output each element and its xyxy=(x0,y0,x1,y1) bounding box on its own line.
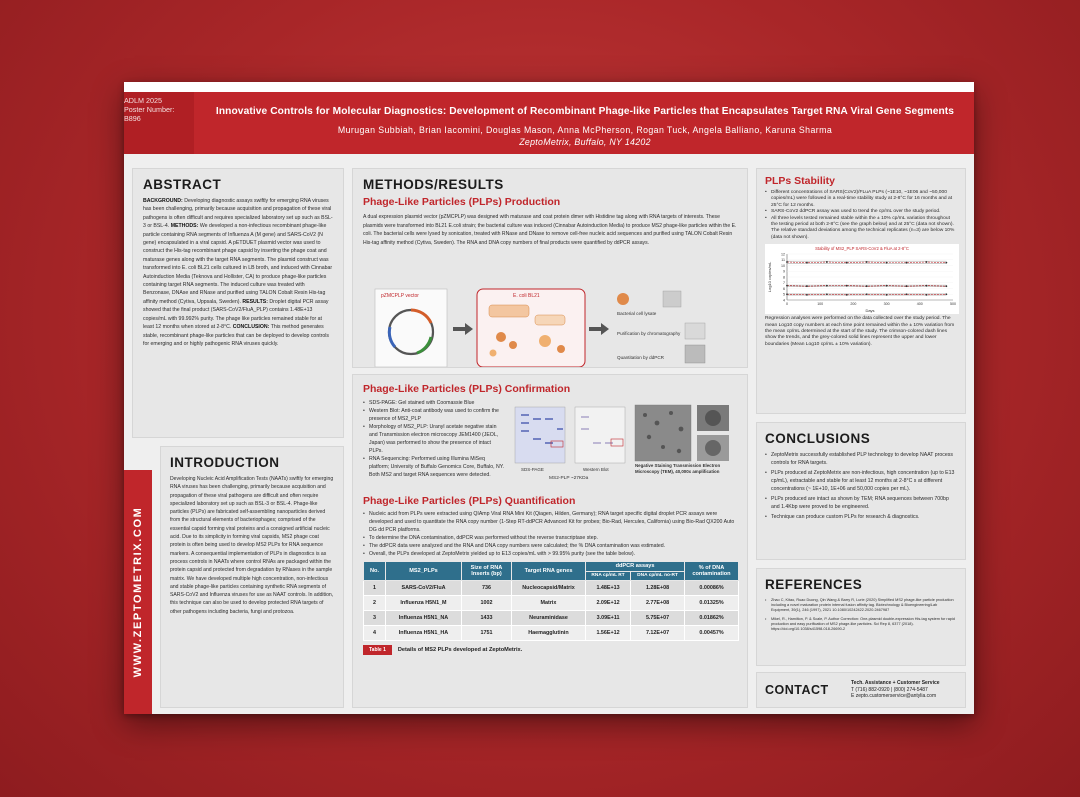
poster-number: B896 xyxy=(124,114,141,123)
stability-bullet: • All three levels tested remained stable within the ± 10% cp/mL variation throughout the testing period at both 2-8°C (see the graph below) and at 25°C (data not shown). The relative standard deviations among the technical replicates (n=3) are below 10% (data not shown). xyxy=(765,216,957,242)
series-point xyxy=(906,294,908,296)
table-cell: 5.75E+07 xyxy=(631,611,685,626)
series-point xyxy=(945,286,947,288)
poster-title: Innovative Controls for Molecular Diagnostics: Development of Recombinant Phage-like Particles that Encapsulates Target RNA Viral Gene Segments xyxy=(215,106,955,117)
abstract-text xyxy=(143,197,333,348)
table-cell: 1.28E+08 xyxy=(631,581,685,596)
chart-title: Stability of MS2_PLP SARS-CoV2 & FluA at 2-8°C xyxy=(815,246,909,252)
poster xyxy=(124,82,974,714)
series-point xyxy=(786,294,788,296)
introduction-panel xyxy=(160,446,344,708)
conclusion-bullet: • ZeptoMetrix successfully established PLP technology to develop NAAT process controls for RNA targets. xyxy=(765,451,957,467)
series-point xyxy=(926,294,928,296)
quant-label: Quantitation by ddPCR xyxy=(617,355,664,360)
stability-bullets xyxy=(765,190,957,241)
stability-heading: PLPs Stability xyxy=(765,175,836,187)
contact-phone[interactable]: T (716) 882-0920 | (800) 274-5487 xyxy=(851,686,928,693)
x-axis-label: Days xyxy=(865,308,875,314)
x-tick-label: 300 xyxy=(883,302,890,307)
table-cell: Matrix xyxy=(512,596,586,611)
series-point xyxy=(886,285,888,287)
table-cell: Nucleocapsid/Matrix xyxy=(512,581,586,596)
y-tick-label: 10 xyxy=(781,264,785,269)
series-point xyxy=(806,294,808,296)
series-point xyxy=(846,262,848,264)
series-point xyxy=(806,286,808,288)
table-row xyxy=(364,611,739,626)
series-point xyxy=(945,294,947,296)
abstract-methods-label: METHODS: xyxy=(170,223,199,230)
production-text: A dual expression plasmid vector (pZMCPLP) was designed with maturase and coat protein dimer with Histidine tag along with RNA targets of interests. These plasmids were transformed into BL21 E.coli strain; the bacterial culture was induced (Cinnabar Autoinduction Media) to produce MS2 phage-like particles within the E. coli. The bacterial cells were lysed by sonication, treated with RNase and DNase to remove cell-free nucleic acid sequences and purified using TALON Cobalt Resin His-tag affinity method (Cytiva, Sweden). The RNA and DNA copy numbers of final products were quantified by ddPCR assays. xyxy=(363,214,737,246)
purification-label: Purification by chromatography xyxy=(617,331,681,336)
conclusion-bullet: • PLPs produced at ZeptoMetrix are non-infectious, high concentration (up to E13 cp/mL), extractable and stable for at least 12 months at 2-8°C s at different concentrations (~ 1E+10, 1E+06 and 50,000 copies per mL). xyxy=(765,469,957,493)
table-cell: Neuraminidase xyxy=(512,611,586,626)
website-side-banner xyxy=(124,470,152,714)
table-cell: 4 xyxy=(364,626,386,641)
references-list xyxy=(765,598,957,632)
gel-images xyxy=(511,399,737,489)
table-cell: 3 xyxy=(364,611,386,626)
introduction-heading: INTRODUCTION xyxy=(170,455,280,470)
abstract-heading: ABSTRACT xyxy=(143,177,222,192)
series-point xyxy=(826,285,828,287)
x-tick-label: 200 xyxy=(850,302,857,307)
table-caption-tag: Table 1 xyxy=(363,645,392,655)
abstract-results: Droplet digital PCR assay showed that the final product (SARS-CoV2/FluA_PLP) contains 1.48E+13 copies/mL with 99.992% purity. The phage like particles remained stable for at least 12 months when stored at 2-8°C. xyxy=(143,298,329,331)
confirmation-bullet: • SDS-PAGE: Gel stained with Coomassie Blue xyxy=(363,399,505,407)
table-caption: Details of MS2 PLPs developed at ZeptoMetrix. xyxy=(397,647,523,653)
table-cell: 1433 xyxy=(462,611,512,626)
series-point xyxy=(806,262,808,264)
table-cell: 0.01325% xyxy=(685,596,739,611)
methods-confirmation-panel xyxy=(352,374,748,708)
quantification-bullets xyxy=(363,510,737,558)
table-cell: 2.09E+12 xyxy=(586,596,631,611)
conference-info xyxy=(124,92,194,154)
y-tick-label: 6 xyxy=(783,287,785,292)
chart-background xyxy=(765,244,959,314)
table-cell: 2.77E+08 xyxy=(631,596,685,611)
series-point xyxy=(826,294,828,296)
abstract-background-label: BACKGROUND: xyxy=(143,198,183,204)
series-point xyxy=(866,294,868,296)
y-tick-label: 8 xyxy=(783,275,785,280)
table-row xyxy=(364,596,739,611)
abstract-panel xyxy=(132,168,344,438)
contact-line: Tech. Assistance + Customer Service xyxy=(851,680,940,687)
conclusion-bullet: • PLPs produced are intact as shown by TEM; RNA sequences between 700bp and 1.4Kbp were proved to be engineered. xyxy=(765,495,957,511)
series-point xyxy=(826,261,828,263)
poster-top-strip xyxy=(124,82,974,92)
plasmid-box xyxy=(375,289,447,367)
y-tick-label: 5 xyxy=(783,292,785,297)
table-header: ddPCR assays xyxy=(586,562,685,572)
quantification-heading: Phage-Like Particles (PLPs) Quantification xyxy=(363,495,576,507)
gel-caption-ms2: MS2-PLP ~27KDa xyxy=(549,476,589,481)
vector-label: pZMCPLP vector xyxy=(381,293,419,299)
confirmation-bullets xyxy=(363,399,505,489)
y-axis-label: Log10 copies/mL xyxy=(767,262,772,293)
abstract-conclusion-label: CONCLUSION: xyxy=(232,324,270,331)
stability-bullet: • SARS-CoV2 ddPCR assay was used to trend the cp/mL over the study period. xyxy=(765,209,957,215)
x-tick-label: 0 xyxy=(786,302,788,307)
quantification-bullet: • Nucleic acid from PLPs were extracted using QIAmp Viral RNA Mini Kit (Qiagen, Hilden, Germany); RNA target specific digital droplet PCR assays were developed and used to quantitate the RNA copy number (1-Step RT-ddPCR Advanced Kit for probes; Bio-Rad, Hercules, California) using Bio-Rad QX200 Auto DG dd PCR platforms. xyxy=(363,510,737,534)
references-panel xyxy=(756,568,966,666)
series-point xyxy=(926,285,928,287)
contact-heading: CONTACT xyxy=(765,683,829,697)
poster-authors: Murugan Subbiah, Brian Iacomini, Douglas Mason, Anna McPherson, Rogan Tuck, Angela Balliano, Karuna Sharma xyxy=(337,125,833,135)
series-point xyxy=(866,286,868,288)
series-point xyxy=(866,261,868,263)
table-subheader: DNA cp/mL no-RT xyxy=(631,571,685,581)
lysate-label: Bacterial cell lysate xyxy=(617,311,657,316)
x-tick-label: 500 xyxy=(950,302,956,307)
stability-bullet: • Different concentrations of SARS(CoV2)/FLuA PLPs (~1E10, ~1E06 and ~50,000 copies/mL) were followed in a real-time stability study at 2-8°C for 16 months and at 25°C for 12 months. xyxy=(765,190,957,209)
methods-production-panel xyxy=(352,168,748,368)
x-tick-label: 100 xyxy=(817,302,824,307)
abstract-background: Developing diagnostic assays swiftly for emerging RNA viruses has been challenging, primarily because acquisition and propagation of these viral pathogens is often difficult and requires specialized laboratory set up such as BSL-3 or BSL-4. xyxy=(143,198,333,230)
poster-header xyxy=(124,92,974,154)
production-heading: Phage-Like Particles (PLPs) Production xyxy=(363,196,561,208)
series-point xyxy=(906,262,908,264)
table-cell: Influenza H5N1_HA xyxy=(386,626,462,641)
table-cell: 7.12E+07 xyxy=(631,626,685,641)
table-cell: Influenza H5N1_NA xyxy=(386,611,462,626)
ecoli-label: E. coli BL21 xyxy=(513,293,540,299)
plp-table xyxy=(363,561,739,641)
confirmation-bullet: • Western Blot: Anti-coat antibody was used to confirm the presence of MS2_PLP xyxy=(363,407,505,423)
table-cell: 1751 xyxy=(462,626,512,641)
reference-item: • Mikel, R., Hamilton, P. & Scale, P. Author Correction: One-plasmid double-expression His-tag system for rapid production and easy purification of MS2 phage-like particles. Sci Rep 8, 6377 (2018). https://doi.org/10.1038/s41598-018-26690-2 xyxy=(765,617,957,633)
confirmation-heading: Phage-Like Particles (PLPs) Confirmation xyxy=(363,383,571,395)
poster-affiliation: ZeptoMetrix, Buffalo, NY 14202 xyxy=(519,137,651,147)
conclusion-bullet: • Technique can produce custom PLPs for research & diagnostics. xyxy=(765,513,957,521)
quantification-bullet: • Overall, the PLPs developed at ZeptoMetrix yielded up to E13 copies/mL with > 99.95% purity (see the table below). xyxy=(363,550,737,558)
table-header: MS2_PLPs xyxy=(386,562,462,581)
series-point xyxy=(926,261,928,263)
stability-chart xyxy=(765,244,959,314)
conclusions-panel xyxy=(756,422,966,560)
conclusions-heading: CONCLUSIONS xyxy=(765,431,871,446)
table-cell: 1.56E+12 xyxy=(586,626,631,641)
conference-name: ADLM 2025 xyxy=(124,96,162,105)
confirmation-bullet: • Morphology of MS2_PLP: Uranyl acetate negative stain and Transmission electron microscopy JEM1400 (JEOL, Japan) was performed to show the presence of intact PLPs. xyxy=(363,423,505,455)
gel-caption-sds: SDS-PAGE xyxy=(521,467,544,472)
table-cell: 3.09E+11 xyxy=(586,611,631,626)
abstract-methods: We developed a non-infectious recombinant phage-like particle containing RNA segments of Influenza A (M gene) and SARS-CoV2 (N gene) encapsulated in a viral capsid. A pETDUET plasmid vector was used to construct the His-tag recombinant phage capsid by inserting the phage coat and maturase genes along with the target RNA segments. The plasmid construct was transformed into E. coli BL21 cells cultured in LB broth, and induced with Cinnabar Autoinduction Media (Teknova and Hollister, CA) to produce phage-like particles containing target RNA segments. The induced culture was treated with Benzonase, DNAse and RNase and purified using TALON Cobalt Resin His-tag affinity method (Cytiva, Uppsala, Sweden). xyxy=(143,223,333,305)
series-point xyxy=(886,262,888,264)
y-tick-label: 9 xyxy=(783,269,785,274)
references-heading: REFERENCES xyxy=(765,577,863,592)
table-cell: 1002 xyxy=(462,596,512,611)
stability-chart-svg xyxy=(765,244,959,314)
contact-panel xyxy=(756,672,966,708)
table-cell: 0.01862% xyxy=(685,611,739,626)
series-point xyxy=(786,261,788,263)
table-cell: 0.00457% xyxy=(685,626,739,641)
table-header: Target RNA genes xyxy=(512,562,586,581)
table-caption-row xyxy=(363,645,737,655)
table-row xyxy=(364,626,739,641)
table-cell: 2 xyxy=(364,596,386,611)
workflow-svg xyxy=(373,287,723,368)
methods-heading: METHODS/RESULTS xyxy=(363,177,504,192)
regression-text: Regression analyses were performed on the data collected over the study period. The mean Log10 copy numbers at each time point remained within the ± 10% variation from the mean cp/mL determined at the start of the study. The crimson-colored dash lines show the trends, and the grey-colored solid lines represent the upper and lower boundaries (Mean Log10 cp/mL ± 10% variation). xyxy=(765,316,955,347)
y-tick-label: 12 xyxy=(781,252,785,257)
production-workflow-diagram xyxy=(373,287,723,368)
table-cell: SARS-CoV2/FluA xyxy=(386,581,462,596)
table-row xyxy=(364,581,739,596)
confirmation-bullet: • RNA Sequencing: Performed using Illumina MiSeq platform; University of Buffalo Genomics Core, Buffalo, NY. Both MS2 and target RNA sequences were detected. xyxy=(363,455,505,479)
quantification-bullet: • The ddPCR data were analyzed and the RNA and DNA copy numbers were calculated; the % DNA contamination was estimated. xyxy=(363,542,737,550)
table-cell: 0.00086% xyxy=(685,581,739,596)
series-point xyxy=(846,294,848,296)
contact-email[interactable]: E zepto.customerservice@antylia.com xyxy=(851,693,937,700)
table-cell: Haemagglutinin xyxy=(512,626,586,641)
y-tick-label: 4 xyxy=(783,298,785,303)
stability-panel xyxy=(756,168,966,414)
abstract-conclusion: This method generates stable, recombinant phage-like particles that can be deployed to develop controls for emerging and or highly pathogenic RNA viruses quickly. xyxy=(143,324,330,347)
table-subheader: RNA cp/mL RT xyxy=(586,571,631,581)
series-point xyxy=(786,285,788,287)
tem-caption: Negative Staining Transmission Electron Microscopy (TEM), 40,000x amplification xyxy=(635,463,721,474)
series-point xyxy=(906,286,908,288)
gel-caption-western: Western Blot xyxy=(583,467,609,472)
x-tick-label: 400 xyxy=(916,302,923,307)
quantification-bullet: • To determine the DNA contamination, ddPCR was performed without the reverse transcriptase step. xyxy=(363,534,737,542)
series-point xyxy=(846,285,848,287)
y-tick-label: 11 xyxy=(781,258,785,263)
abstract-results-label: RESULTS: xyxy=(242,298,268,305)
table-cell: 1.48E+13 xyxy=(586,581,631,596)
table-header: % of DNA contamination xyxy=(685,562,739,581)
gel-svg xyxy=(511,399,737,489)
table-cell: Influenza H5N1_M xyxy=(386,596,462,611)
table-header: Size of RNA Inserts (bp) xyxy=(462,562,512,581)
conclusions-bullets xyxy=(765,451,957,521)
table-cell: 736 xyxy=(462,581,512,596)
table-cell: 1 xyxy=(364,581,386,596)
contact-details xyxy=(851,680,940,700)
introduction-text: Developing Nucleic Acid Amplification Tests (NAATs) swiftly for emerging RNA viruses has been challenging, primarily because acquisition and propagation of these viral pathogens are difficult and often require specialized laboratory set up such as BSL-3 or BSL-4. Phage-like particles (PLPs) are fabricated self-assembling nanoparticles derived from the structural elements of bacteriophages; comprised of the essential capsid forming viral proteins and a consigned artificial nucleic acid. Due to its simplicity in forming viral capsids, MS2 phage coat protein is often being used to develop MS2 PLPs for RNA sequence markers. A consequential implementation of PLPs in diagnostics is as process controls in NAATs where control RNAs are packaged within the protein capsid and protected from degradation by RNases in the sample matrix. We have developed multiple high concentration, non-infectious and stable phage-like particles containing synthetic RNA segments of SARS-CoV2 and Influenza viruses for use as NAAT controls. In addition, this technique can also be used to develop protected RNA targets of other pathogens including bacteria, fungi and protozoa. xyxy=(170,476,334,615)
y-tick-label: 7 xyxy=(783,281,785,286)
series-point xyxy=(945,262,947,264)
confirmation-row xyxy=(363,399,737,489)
series-point xyxy=(886,294,888,296)
reference-item: • Zhao C, Kitao, Ruao Duong, Qin Wang & Barry R, Lurie (2020) Simplified MS2 phage-like particle production including a novel maturation protein internal fusion affinity tag. Biotechnology & Bioengineering/Lab Equipment, 39(1), 246 (1997), 2021 10.1080/10242422.2020.2467987 xyxy=(765,598,957,614)
table-header: No. xyxy=(364,562,386,581)
poster-number-label: Poster Number: xyxy=(124,105,175,114)
website-url: WWW.ZEPTOMETRIX.COM xyxy=(132,506,144,678)
